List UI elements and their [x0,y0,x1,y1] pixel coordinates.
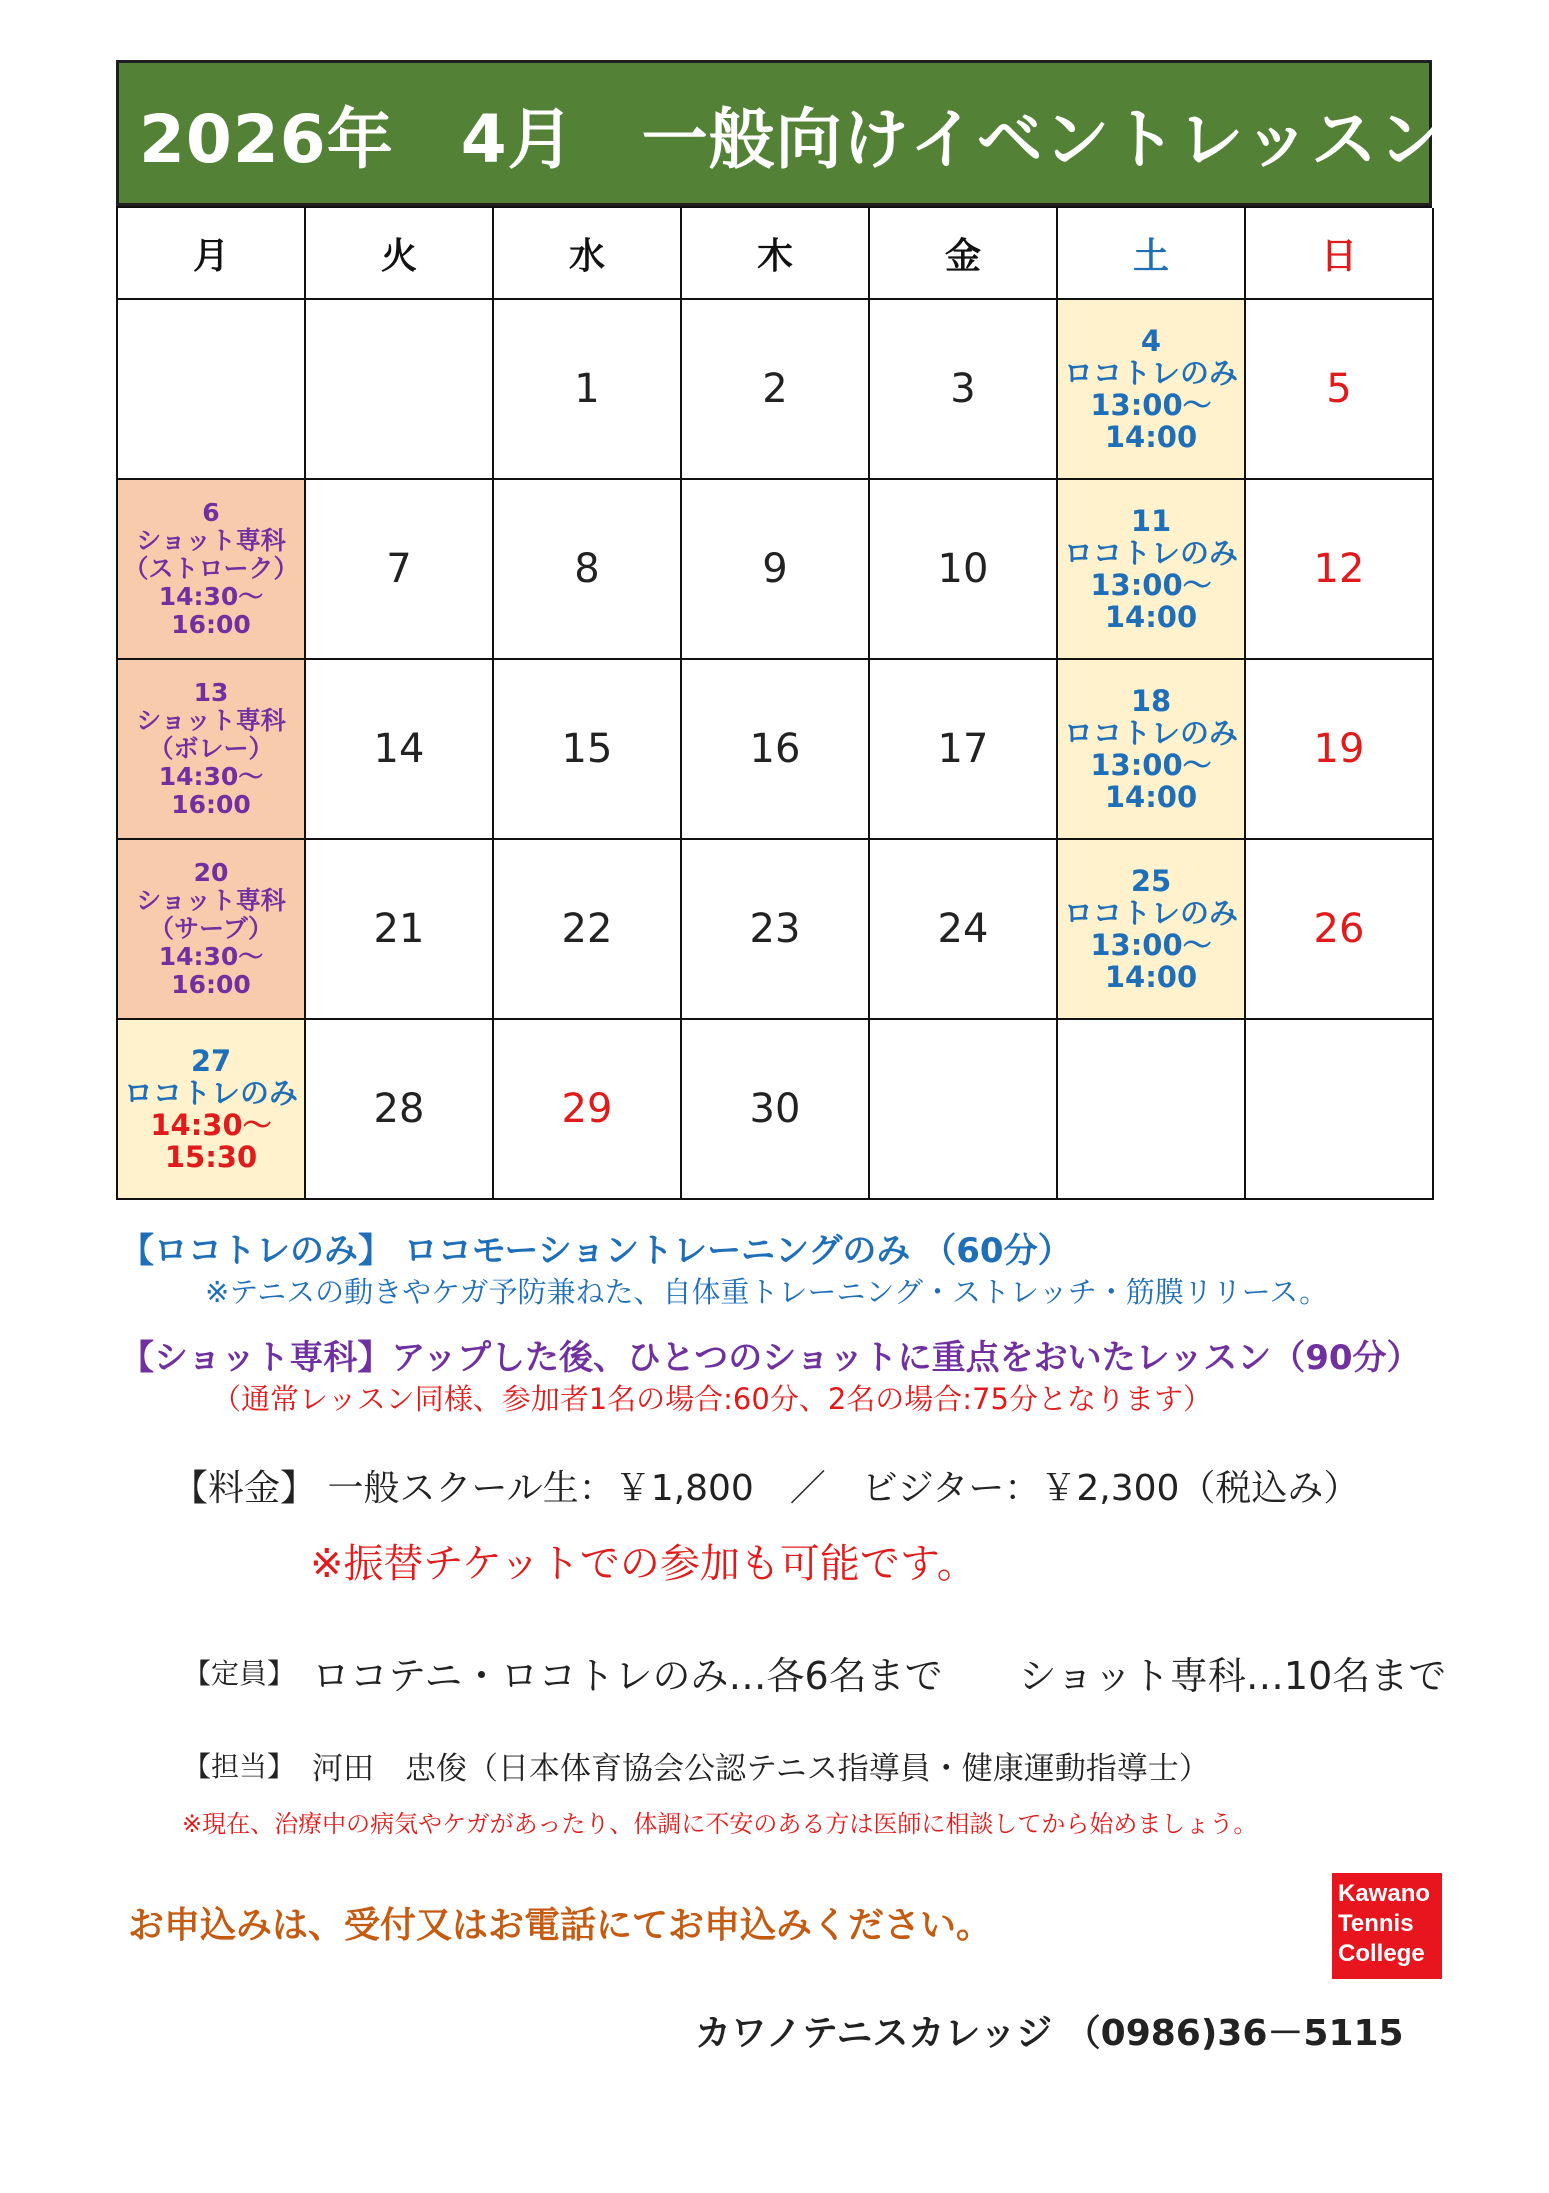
day-number: 15 [561,726,613,772]
event-end-time: 14:00 [1104,600,1198,634]
calendar-day-cell [682,1020,870,1200]
event-end-time: 14:00 [1104,960,1198,994]
weekday-wed: 水 [494,208,682,300]
event-subtitle: （サーブ） [148,914,273,943]
event-end-time: 14:00 [1104,420,1198,454]
calendar-cell-empty [306,300,494,480]
health-note: ※現在、治療中の病気やケガがあったり、体調に不安のある方は医師に相談してから始めましょう。 [182,1810,1258,1838]
day-number: 7 [386,546,412,592]
event-label: ショット専科 [136,706,286,735]
calendar-day-cell-shot [118,660,306,840]
calendar-day-cell [1246,300,1434,480]
calendar-cell-empty [118,300,306,480]
calendar-day-cell [306,660,494,840]
event-start-time: 14:30～ [158,762,264,791]
event-label: ロコトレのみ [1063,356,1238,390]
day-number: 10 [937,546,989,592]
ktc-logo [1332,1873,1442,1979]
event-start-time: 13:00～ [1090,748,1212,782]
day-number: 30 [749,1086,801,1132]
calendar-day-cell-loco [1058,480,1246,660]
calendar-day-cell-loco [1058,840,1246,1020]
logo-line-1: Kawano [1338,1880,1431,1907]
shot-detail: （通常レッスン同様、参加者1名の場合:60分、2名の場合:75分となります） [212,1382,1212,1416]
shot-heading: 【ショット専科】アップした後、ひとつのショットに重点をおいたレッスン（90分） [120,1338,1421,1378]
event-start-time: 13:00～ [1090,568,1212,602]
calendar-day-cell [870,480,1058,660]
day-number: 14 [373,726,425,772]
calendar-day-cell [682,300,870,480]
day-number: 22 [561,906,613,952]
calendar-day-cell [494,1020,682,1200]
weekday-fri: 金 [870,208,1058,300]
capacity-label: 【定員】 [183,1657,296,1690]
weekday-sat: 土 [1058,208,1246,300]
calendar-day-cell [494,840,682,1020]
day-number: 1 [574,366,600,412]
day-number: 27 [190,1044,232,1078]
calendar-day-cell [682,840,870,1020]
day-number: 26 [1313,906,1365,952]
calendar-grid [116,206,1432,1200]
ticket-note: ※振替チケットでの参加も可能です。 [310,1541,977,1587]
day-number: 2 [762,366,788,412]
event-end-time: 16:00 [171,970,251,999]
calendar-day-cell [1246,480,1434,660]
event-end-time: 15:30 [164,1140,258,1174]
day-number: 3 [950,366,976,412]
calendar-day-cell-loco [1058,660,1246,840]
event-start-time: 14:30～ [158,582,264,611]
event-label: ロコトレのみ [1063,716,1238,750]
calendar-day-cell [494,480,682,660]
event-start-time: 14:30～ [150,1108,272,1142]
day-number: 12 [1313,546,1365,592]
calendar-day-cell [1246,840,1434,1020]
day-number: 25 [1130,864,1172,898]
event-label: ロコトレのみ [1063,536,1238,570]
day-number: 9 [762,546,788,592]
page-title: 2026年 4月 一般向けイベントレッスン [139,100,1445,178]
day-number: 18 [1130,684,1172,718]
calendar-day-cell-shot [118,480,306,660]
calendar-cell-empty [1246,1020,1434,1200]
weekday-mon: 月 [118,208,306,300]
calendar-day-cell [306,840,494,1020]
calendar-day-cell [682,660,870,840]
staff-text: 河田 忠俊（日本体育協会公認テニス指導員・健康運動指導士） [312,1751,1210,1787]
day-number: 24 [937,906,989,952]
calendar-day-cell [870,840,1058,1020]
event-start-time: 14:30～ [158,942,264,971]
day-number: 4 [1140,324,1162,358]
day-number: 16 [749,726,801,772]
day-number: 21 [373,906,425,952]
calendar-cell-empty [1058,1020,1246,1200]
calendar-day-cell [870,300,1058,480]
event-subtitle: （ストローク） [123,554,299,583]
event-start-time: 13:00～ [1090,388,1212,422]
calendar-day-cell [682,480,870,660]
title-banner [116,60,1445,206]
calendar-day-cell [306,480,494,660]
calendar-day-cell-loco [118,1020,306,1200]
day-number: 28 [373,1086,425,1132]
calendar-day-cell [494,660,682,840]
calendar-cell-empty [870,1020,1058,1200]
staff-label: 【担当】 [183,1750,296,1783]
day-number: 6 [202,498,220,527]
loco-detail: ※テニスの動きやケガ予防兼ねた、自体重トレーニング・ストレッチ・筋膜リリース。 [205,1275,1329,1309]
calendar-day-cell [306,1020,494,1200]
logo-line-2: Tennis [1338,1910,1414,1937]
weekday-tue: 火 [306,208,494,300]
event-subtitle: （ボレー） [148,734,274,763]
day-number: 19 [1313,726,1365,772]
day-number: 17 [937,726,989,772]
event-label: ロコトレのみ [1063,896,1238,930]
logo-line-3: College [1338,1940,1425,1967]
event-label: ショット専科 [136,886,286,915]
event-end-time: 16:00 [171,790,251,819]
calendar-day-cell [870,660,1058,840]
loco-heading: 【ロコトレのみ】 ロコモーショントレーニングのみ （60分） [120,1231,1072,1271]
day-number: 13 [193,678,229,707]
day-number: 20 [193,858,229,887]
event-label: ロコトレのみ [123,1076,298,1110]
fee-line: 【料金】 一般スクール生：￥1,800 ／ ビジター：￥2,300（税込み） [172,1468,1360,1509]
calendar-day-cell [1246,660,1434,840]
contact-line: カワノテニスカレッジ （0986)36－5115 [695,2013,1404,2054]
event-label: ショット専科 [136,526,286,555]
weekday-sun: 日 [1246,208,1434,300]
calendar-day-cell-loco [1058,300,1246,480]
event-end-time: 14:00 [1104,780,1198,814]
calendar-day-cell-shot [118,840,306,1020]
day-number: 11 [1130,504,1172,538]
day-number: 23 [749,906,801,952]
event-end-time: 16:00 [171,610,251,639]
capacity-text: ロコテニ・ロコトレのみ…各6名まで ショット専科…10名まで [312,1654,1447,1698]
day-number: 5 [1326,366,1352,412]
calendar-day-cell [494,300,682,480]
day-number: 29 [561,1086,613,1132]
day-number: 8 [574,546,600,592]
event-start-time: 13:00～ [1090,928,1212,962]
apply-note: お申込みは、受付又はお電話にてお申込みください。 [128,1905,993,1946]
weekday-thu: 木 [682,208,870,300]
